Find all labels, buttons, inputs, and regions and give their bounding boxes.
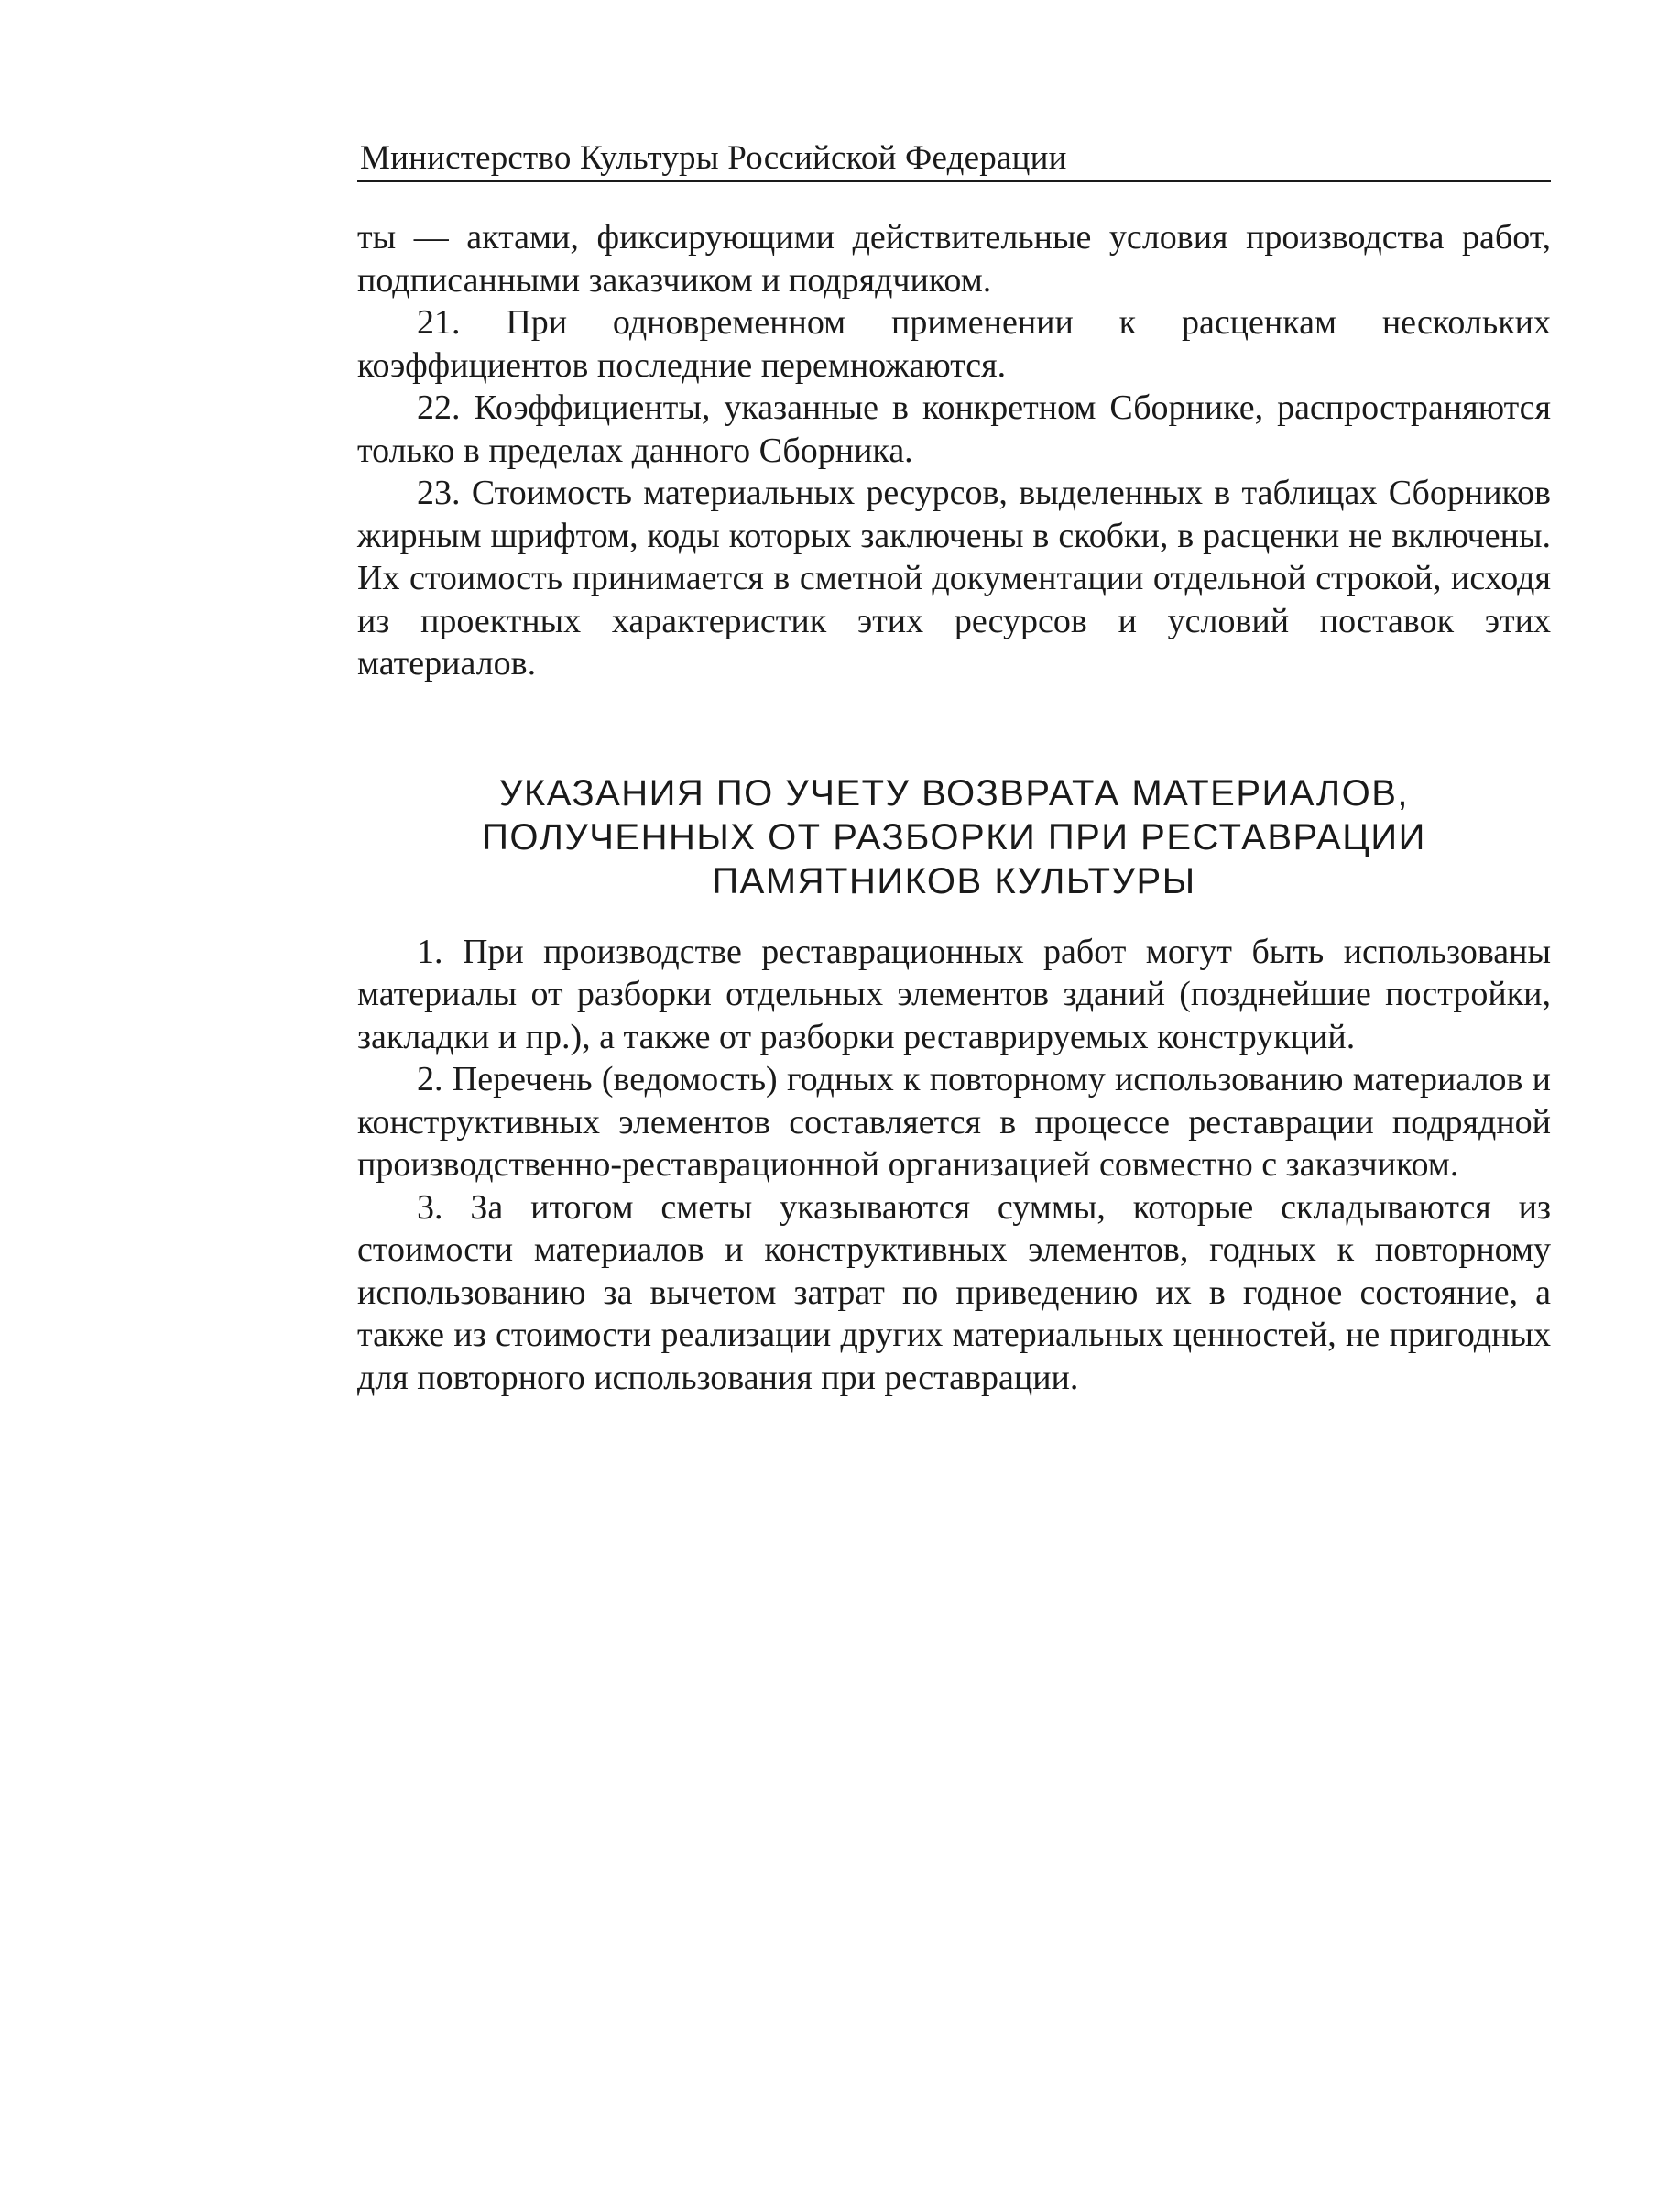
running-header: Министерство Культуры Российской Федерации [360, 139, 1067, 177]
document-body [357, 216, 1551, 1399]
paragraph-21: 21. При одновременном применении к расценкам нескольких коэффициентов последние перемножаются. [357, 303, 1551, 385]
section-paragraph-3: 3. За итогом сметы указываются суммы, которые складываются из стоимости материалов и конструктивных элементов, годных к повторному использованию за вычетом затрат по приведению их в годное состояние, а также из стоимости реализации других материальных ценностей, не пригодных для повторного использования при реставрации. [357, 1187, 1551, 1397]
continuation-paragraph: ты — актами, фиксирующими действительные условия производства работ, подписанными заказчиком и подрядчиком. [357, 218, 1551, 300]
section-title-line: ПАМЯТНИКОВ КУЛЬТУРЫ [712, 860, 1196, 901]
paragraph-23: 23. Стоимость материальных ресурсов, выделенных в таблицах Сборников жирным шрифтом, коды которых заключены в скобки, в расценки не включены. Их стоимость принимается в сметной документации отдельной строкой, исходя из проектных характеристик этих ресурсов и условий поставок этих материалов. [357, 474, 1551, 683]
section-paragraph-2: 2. Перечень (ведомость) годных к повторному использованию материалов и конструктивных элементов составляется в процессе реставрации подрядной производственно-реставрационной организацией совместно с заказчиком. [357, 1060, 1551, 1184]
section-title [357, 771, 1551, 903]
header-rule [357, 180, 1551, 182]
section-title-line: УКАЗАНИЯ ПО УЧЕТУ ВОЗВРАТА МАТЕРИАЛОВ, [499, 772, 1409, 814]
section-paragraph-1: 1. При производстве реставрационных работ могут быть использованы материалы от разборки отдельных элементов зданий (позднейшие постройки, закладки и пр.), а также от разборки реставрируемых конструкций. [357, 932, 1551, 1056]
section-title-line: ПОЛУЧЕННЫХ ОТ РАЗБОРКИ ПРИ РЕСТАВРАЦИИ [482, 816, 1426, 858]
paragraph-22: 22. Коэффициенты, указанные в конкретном Сборнике, распространяются только в пределах данного Сборника. [357, 388, 1551, 470]
